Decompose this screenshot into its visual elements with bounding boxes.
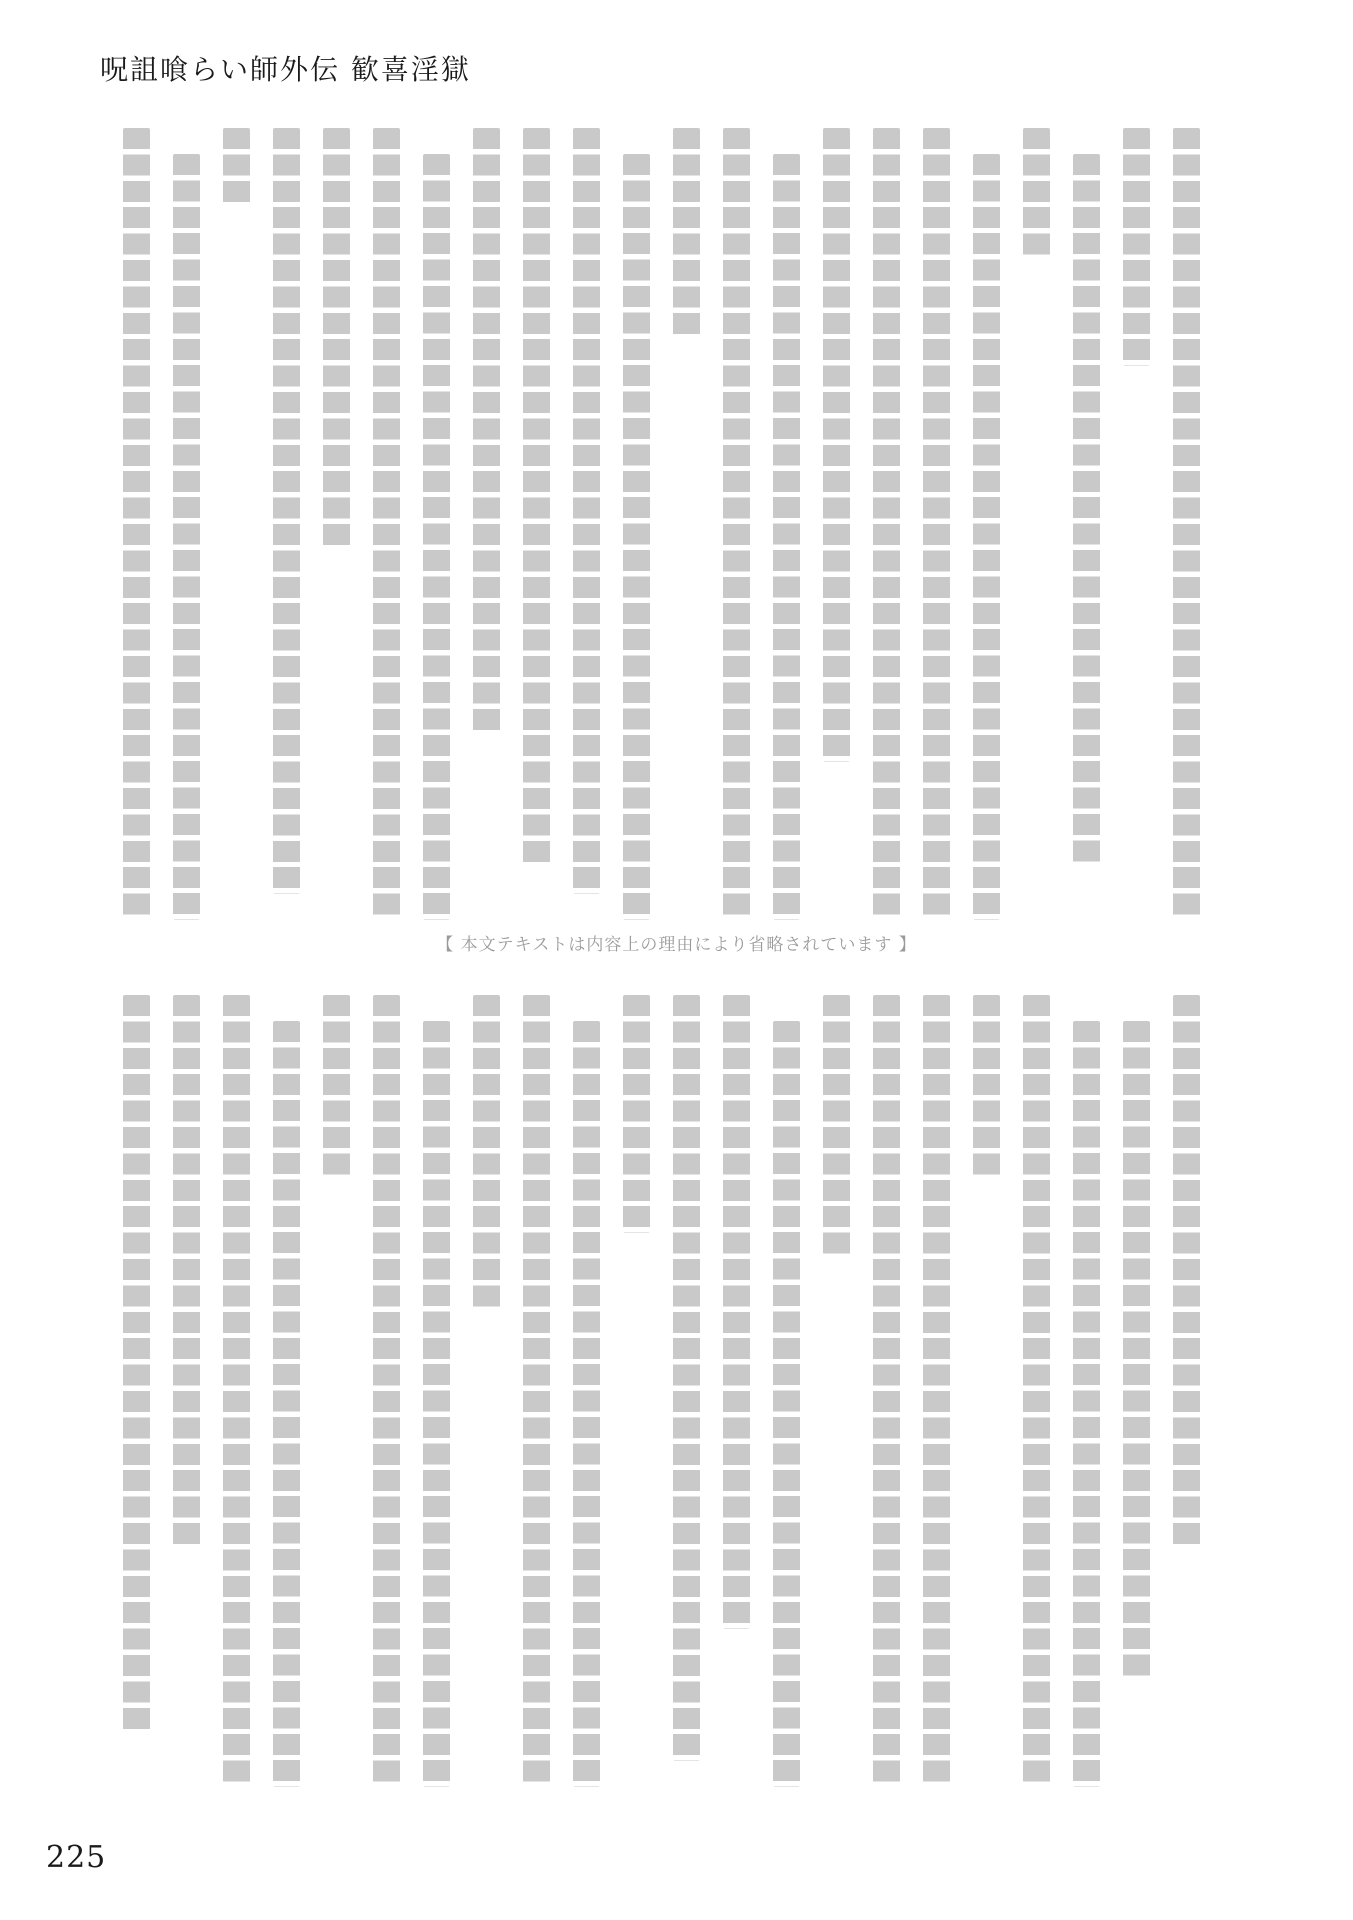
- redacted-text-run: [423, 1021, 450, 1787]
- redacted-text-column: [1023, 995, 1050, 1787]
- redacted-text-run: [523, 128, 550, 867]
- redacted-text-run: [673, 128, 700, 339]
- redacted-text-column: [123, 995, 150, 1787]
- redacted-text-column: [273, 995, 300, 1787]
- redacted-text-run: [1073, 1021, 1100, 1787]
- redacted-text-column: [723, 128, 750, 920]
- page-number: 225: [46, 1840, 107, 1875]
- redacted-text-column: [173, 995, 200, 1787]
- redacted-text-run: [723, 128, 750, 920]
- redacted-text-run: [373, 995, 400, 1787]
- redacted-text-run: [323, 128, 350, 550]
- redacted-text-column: [1123, 128, 1150, 920]
- redaction-notice: 【 本文テキストは内容上の理由により省略されています 】: [436, 935, 917, 955]
- redacted-text-run: [323, 995, 350, 1180]
- redacted-text-column: [623, 995, 650, 1787]
- redacted-text-column: [1173, 995, 1200, 1787]
- redacted-text-column: [573, 128, 600, 920]
- redacted-text-column: [673, 995, 700, 1787]
- running-header-title: 呪詛喰らい師外伝 歓喜淫獄: [100, 53, 471, 86]
- redacted-text-run: [473, 995, 500, 1312]
- redacted-text-run: [1123, 1021, 1150, 1681]
- redacted-text-column: [923, 995, 950, 1787]
- redacted-text-column: [423, 128, 450, 920]
- redacted-text-column: [773, 128, 800, 920]
- redacted-text-run: [873, 128, 900, 920]
- redacted-text-column: [923, 128, 950, 920]
- redacted-text-column: [1073, 128, 1100, 920]
- redacted-text-run: [223, 995, 250, 1787]
- redacted-text-column: [723, 995, 750, 1787]
- redacted-text-column: [623, 128, 650, 920]
- redacted-text-run: [1123, 128, 1150, 366]
- redacted-text-run: [823, 995, 850, 1259]
- redacted-text-column: [973, 995, 1000, 1787]
- redacted-text-column: [323, 995, 350, 1787]
- redacted-text-run: [623, 154, 650, 920]
- redacted-text-run: [623, 995, 650, 1233]
- redacted-text-column: [373, 995, 400, 1787]
- redacted-text-column: [773, 995, 800, 1787]
- redacted-text-run: [523, 995, 550, 1787]
- redacted-text-run: [273, 1021, 300, 1787]
- redacted-text-run: [673, 995, 700, 1761]
- redacted-text-column: [373, 128, 400, 920]
- redacted-text-column: [1173, 128, 1200, 920]
- redacted-text-run: [123, 128, 150, 920]
- redacted-text-column: [223, 128, 250, 920]
- redacted-text-column: [873, 128, 900, 920]
- redacted-text-run: [823, 128, 850, 762]
- redacted-text-column: [1123, 995, 1150, 1787]
- redacted-text-run: [123, 995, 150, 1734]
- redacted-text-run: [223, 128, 250, 207]
- redacted-text-column: [673, 128, 700, 920]
- redacted-text-run: [773, 154, 800, 920]
- redacted-text-run: [1023, 128, 1050, 260]
- redacted-text-run: [173, 995, 200, 1549]
- redacted-text-run: [1173, 995, 1200, 1549]
- redacted-text-column: [973, 128, 1000, 920]
- redacted-text-column: [473, 128, 500, 920]
- redacted-text-run: [1173, 128, 1200, 920]
- redacted-text-column: [523, 995, 550, 1787]
- redacted-text-run: [973, 995, 1000, 1180]
- redacted-text-run: [723, 995, 750, 1629]
- redacted-text-column: [823, 995, 850, 1787]
- redacted-text-column: [573, 995, 600, 1787]
- redacted-text-column: [423, 995, 450, 1787]
- redacted-text-run: [923, 995, 950, 1787]
- text-block-bottom: [100, 995, 1200, 1787]
- redacted-text-column: [473, 995, 500, 1787]
- redacted-text-column: [223, 995, 250, 1787]
- redacted-text-run: [923, 128, 950, 920]
- redacted-text-run: [973, 154, 1000, 920]
- redacted-text-run: [173, 154, 200, 920]
- redacted-text-run: [373, 128, 400, 920]
- redacted-text-column: [1023, 128, 1050, 920]
- redacted-text-column: [173, 128, 200, 920]
- redacted-text-column: [523, 128, 550, 920]
- redacted-text-run: [1073, 154, 1100, 867]
- redacted-text-run: [1023, 995, 1050, 1787]
- redacted-text-column: [123, 128, 150, 920]
- redacted-text-column: [1073, 995, 1100, 1787]
- redacted-text-run: [273, 128, 300, 894]
- redacted-text-column: [273, 128, 300, 920]
- redacted-text-run: [873, 995, 900, 1787]
- redacted-text-column: [823, 128, 850, 920]
- text-block-top: [100, 128, 1200, 920]
- redacted-text-run: [573, 128, 600, 894]
- redacted-text-run: [423, 154, 450, 920]
- redacted-text-run: [473, 128, 500, 735]
- redacted-text-column: [323, 128, 350, 920]
- redacted-text-run: [773, 1021, 800, 1787]
- redacted-text-run: [573, 1021, 600, 1787]
- redacted-text-column: [873, 995, 900, 1787]
